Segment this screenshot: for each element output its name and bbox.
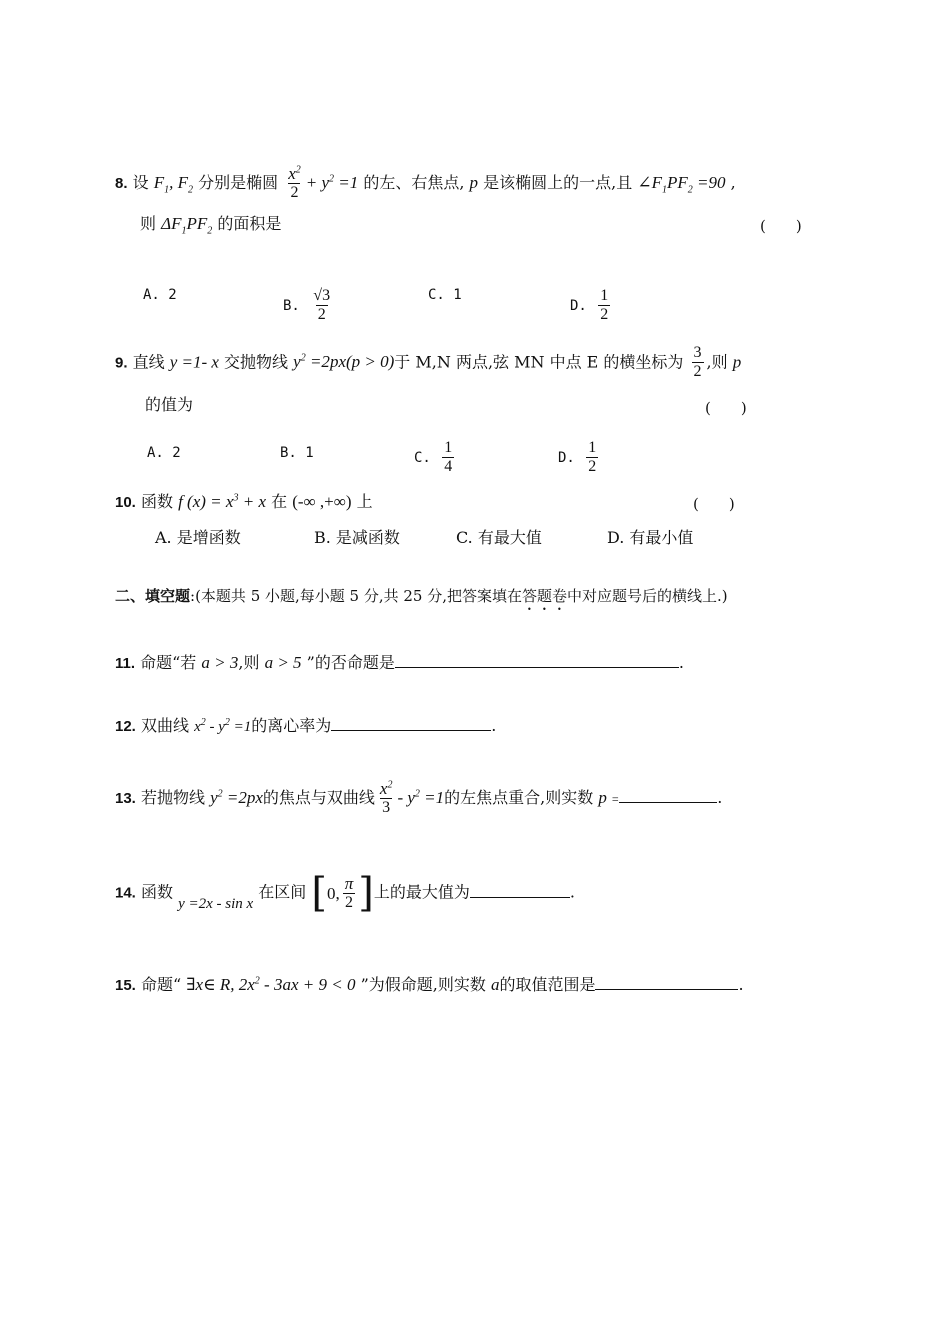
math-fraction: $\frac{1}{4}$ — [444, 439, 453, 475]
answer-paren: ( ) — [693, 495, 735, 513]
question-9-line2: 的值为 — [145, 395, 194, 414]
question-number: 15. — [115, 977, 136, 994]
question-15: 15. 命题“ ∃x∈ R, $2x^2 - 3ax + 9 < 0$ ”为假命题,则实数 a的取值范围是 . — [115, 975, 744, 994]
option-d: D. $\frac{1}{2}$ — [570, 287, 609, 323]
math-function: y =2x - sin x — [178, 895, 254, 912]
math-fraction: $\frac{1}{2}$ — [600, 287, 609, 323]
option-d: D. 有最小值 — [607, 528, 694, 547]
question-13: 13. 若抛物线 $y^2 =2px$的焦点与双曲线 $\frac{x^2}{3}$ - $y^2 =1$的左焦点重合,则实数 p = . — [115, 779, 723, 816]
answer-blank[interactable] — [595, 975, 738, 990]
question-number: 9. — [115, 354, 128, 372]
question-12: 12. 双曲线 $x^2 - y^2 =1$的离心率为 . — [115, 716, 497, 735]
question-number: 11. — [115, 655, 136, 672]
math-fraction: $\frac{√3}{2}$ — [313, 287, 331, 323]
answer-blank[interactable] — [395, 653, 679, 668]
math-fraction: $\frac{1}{2}$ — [588, 439, 597, 475]
math-line: y =1- x — [169, 352, 219, 372]
math-fraction: $\frac{3}{2}$ — [693, 344, 702, 380]
question-11: 11. 命题“若 a > 3,则 a > 5 ”的否命题是 . — [115, 653, 684, 672]
math-fraction: $\frac{x^2}{2}$ — [288, 164, 301, 201]
math-interval: (-∞ ,+∞) — [292, 492, 352, 511]
emphasis-text: 答题卷 — [522, 587, 568, 605]
answer-blank[interactable] — [470, 883, 570, 898]
math-proposition: ∃x∈ R, $2x^2 - 3ax + 9 < 0$ — [186, 975, 356, 994]
section-header: 二、填空题:(本题共 5 小题,每小题 5 分,共 25 分,把答案填在答题卷中对应题号后的横线上.) — [115, 587, 728, 605]
option-a: A. 2 — [143, 287, 177, 303]
math-function: f $(x) = x^3 + x$ — [178, 492, 266, 511]
math-foci: $F_1$, $F_2$ — [153, 172, 193, 196]
answer-paren: ( ) — [705, 399, 747, 417]
math-parabola: $y^2 =2px(p > 0)$ — [293, 352, 395, 372]
question-9: 9. 直线 y =1- x 交抛物线 $y^2 =2px(p > 0)$于 M,N 两点,弦 MN 中点 E 的横坐标为 $\frac{3}{2}$ ,则 p — [115, 344, 742, 380]
question-number: 10. — [115, 494, 136, 511]
option-c: C. $\frac{1}{4}$ — [414, 439, 453, 475]
math-angle: $\angle F_1PF_2 =90$ — [637, 172, 726, 196]
answer-blank[interactable] — [331, 716, 491, 731]
option-a: A. 是增函数 — [155, 528, 241, 547]
question-8-line2: 则 $\Delta F_1PF_2$ 的面积是 — [140, 214, 282, 237]
option-c: C. 1 — [428, 287, 462, 303]
option-b: B. 是减函数 — [314, 528, 400, 547]
question-8: 8. 设 $F_1$, $F_2$ 分别是椭圆 $\frac{x^2}{2}$ + $y^2 =1$ 的左、右焦点, p 是该椭圆上的一点,且 $\angle F_1PF_2 =90$ , — [115, 164, 736, 201]
question-number: 13. — [115, 789, 136, 807]
option-b: B. $\frac{√3}{2}$ — [283, 287, 331, 323]
section-title: 二、填空题 — [115, 587, 191, 605]
math-fraction: $\frac{x^2}{3}$ — [379, 779, 393, 816]
math-hyperbola: - $y^2 =1$ — [397, 787, 445, 807]
question-10: 10. 函数 f $(x) = x^3 + x$ 在 (-∞ ,+∞) 上 — [115, 492, 373, 511]
math-ellipse: + $y^2 =1$ — [305, 172, 359, 192]
math-hyperbola: $x^2 - y^2 =1$ — [194, 717, 252, 735]
option-a: A. 2 — [147, 445, 181, 461]
question-14: 14. 函数 y =2x - sin x 在区间 [ 0, $\frac{\pi}{2}$ ] 上的最大值为 . — [115, 870, 576, 916]
answer-blank[interactable] — [619, 788, 717, 803]
question-number: 8. — [115, 174, 128, 192]
question-number: 12. — [115, 718, 136, 735]
question-number: 14. — [115, 884, 136, 902]
math-triangle: $\Delta F_1PF_2$ — [161, 214, 213, 237]
option-b: B. 1 — [280, 445, 314, 461]
option-d: D. $\frac{1}{2}$ — [558, 439, 597, 475]
option-c: C. 有最大值 — [456, 528, 542, 547]
math-parabola: $y^2 =2px$ — [210, 787, 263, 807]
answer-paren: ( ) — [760, 217, 802, 235]
math-interval: [ 0, $\frac{\pi}{2}$ ] — [311, 870, 374, 916]
